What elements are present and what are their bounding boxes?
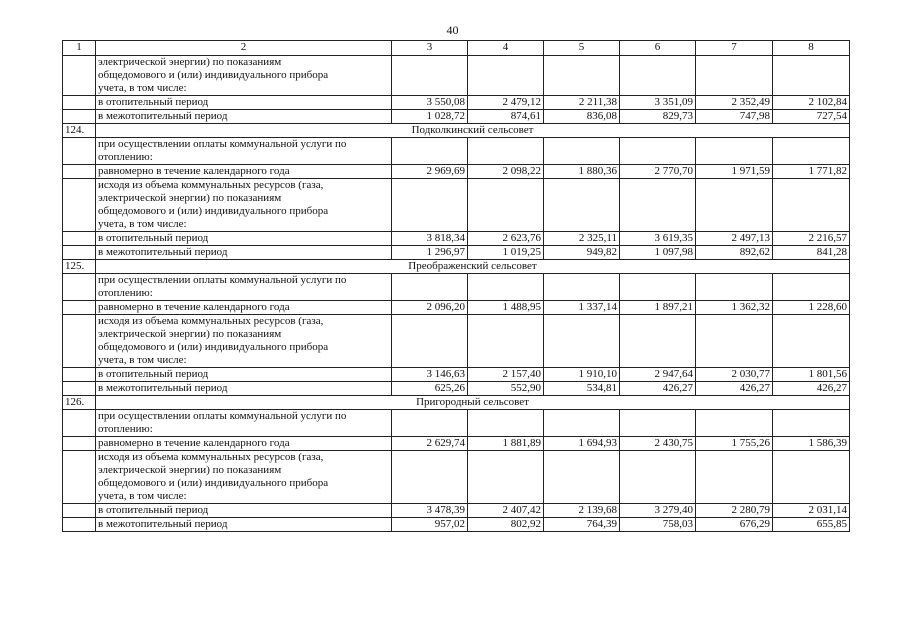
value-cell: 2 157,40 [468,368,544,382]
value-cell-empty [620,315,696,368]
description-cell [96,56,392,96]
header-cell-3: 3 [392,41,468,56]
value-cell: 829,73 [620,110,696,124]
value-cell: 426,27 [773,382,850,396]
value-cell: 1 694,93 [544,437,620,451]
value-cell-empty [620,138,696,165]
value-cell: 2 623,76 [468,232,544,246]
header-cell-6: 6 [620,41,696,56]
index-cell [63,274,96,301]
row-label: равномерно в течение календарного года [96,437,392,451]
value-cell: 2 969,69 [392,165,468,179]
value-cell: 1 097,98 [620,246,696,260]
description-cell [96,410,392,437]
value-cell-empty [773,56,850,96]
description-row [63,56,850,96]
header-cell-7: 7 [696,41,773,56]
value-cell: 552,90 [468,382,544,396]
value-cell: 3 818,34 [392,232,468,246]
value-cell: 1 019,25 [468,246,544,260]
value-cell: 841,28 [773,246,850,260]
value-cell-empty [392,179,468,232]
row-label: в отопительный период [96,232,392,246]
value-cell-empty [544,315,620,368]
section-index: 124. [63,124,96,138]
data-row [63,165,850,179]
data-row [63,437,850,451]
value-cell-empty [620,179,696,232]
data-row [63,96,850,110]
description-row [63,179,850,232]
value-cell: 949,82 [544,246,620,260]
value-cell-empty [696,410,773,437]
section-title: Пригородный сельсовет [96,396,850,410]
value-cell-empty [544,274,620,301]
value-cell: 727,54 [773,110,850,124]
value-cell: 2 352,49 [696,96,773,110]
value-cell: 1 362,32 [696,301,773,315]
description-cell [96,451,392,504]
header-cell-1: 1 [63,41,96,56]
value-cell-empty [544,138,620,165]
value-cell-empty [544,179,620,232]
description-line: общедомового и (или) индивидуального прибора [98,341,329,353]
data-row [63,110,850,124]
value-cell: 1 771,82 [773,165,850,179]
value-cell-empty [696,315,773,368]
description-line: отоплению: [98,423,153,435]
data-row [63,504,850,518]
description-line: учета, в том числе: [98,490,187,502]
value-cell: 625,26 [392,382,468,396]
description-line: исходя из объема коммунальных ресурсов (газа, [98,315,324,327]
description-row [63,274,850,301]
value-cell: 2 096,20 [392,301,468,315]
page-number: 40 [446,23,459,37]
index-cell [63,451,96,504]
value-cell: 2 098,22 [468,165,544,179]
value-cell: 655,85 [773,518,850,532]
value-cell-empty [392,138,468,165]
value-cell: 1 801,56 [773,368,850,382]
row-label: в межотопительный период [96,246,392,260]
section-row [63,260,850,274]
value-cell: 892,62 [696,246,773,260]
index-cell [63,96,96,110]
value-cell-empty [392,315,468,368]
value-cell: 2 325,11 [544,232,620,246]
value-cell-empty [696,138,773,165]
table-body [63,56,850,532]
section-row [63,396,850,410]
description-line: учета, в том числе: [98,82,187,94]
data-row [63,368,850,382]
value-cell: 1 228,60 [773,301,850,315]
value-cell-empty [468,56,544,96]
value-cell: 2 497,13 [696,232,773,246]
value-cell: 1 880,36 [544,165,620,179]
value-cell-empty [773,274,850,301]
description-line: учета, в том числе: [98,218,187,230]
value-cell-empty [696,274,773,301]
index-cell [63,301,96,315]
value-cell: 2 947,64 [620,368,696,382]
row-label: в межотопительный период [96,382,392,396]
value-cell: 426,27 [696,382,773,396]
value-cell: 2 430,75 [620,437,696,451]
data-row [63,232,850,246]
value-cell-empty [773,451,850,504]
value-cell: 874,61 [468,110,544,124]
value-cell-empty [468,410,544,437]
description-line: учета, в том числе: [98,354,187,366]
value-cell-empty [544,56,620,96]
value-cell: 836,08 [544,110,620,124]
value-cell: 1 971,59 [696,165,773,179]
value-cell: 676,29 [696,518,773,532]
value-cell-empty [773,179,850,232]
value-cell: 2 479,12 [468,96,544,110]
description-line: исходя из объема коммунальных ресурсов (газа, [98,451,324,463]
description-row [63,138,850,165]
value-cell-empty [620,410,696,437]
data-row [63,382,850,396]
description-line: исходя из объема коммунальных ресурсов (газа, [98,179,324,191]
value-cell: 2 211,38 [544,96,620,110]
value-cell-empty [696,56,773,96]
description-line: отоплению: [98,287,153,299]
value-cell: 1 586,39 [773,437,850,451]
value-cell-empty [620,56,696,96]
value-cell: 2 407,42 [468,504,544,518]
index-cell [63,246,96,260]
value-cell: 758,03 [620,518,696,532]
row-label: в межотопительный период [96,518,392,532]
description-line: общедомового и (или) индивидуального прибора [98,477,329,489]
section-index: 126. [63,396,96,410]
value-cell-empty [468,315,544,368]
description-cell [96,138,392,165]
index-cell [63,138,96,165]
value-cell-empty [544,410,620,437]
value-cell: 3 550,08 [392,96,468,110]
index-cell [63,232,96,246]
value-cell: 2 280,79 [696,504,773,518]
section-index: 125. [63,260,96,274]
value-cell-empty [620,451,696,504]
value-cell: 2 139,68 [544,504,620,518]
value-cell: 2 102,84 [773,96,850,110]
description-row [63,315,850,368]
value-cell-empty [468,451,544,504]
row-label: в межотопительный период [96,110,392,124]
description-line: электрической энергии) по показаниям [98,56,282,68]
value-cell-empty [696,451,773,504]
index-cell [63,518,96,532]
index-cell [63,110,96,124]
index-cell [63,368,96,382]
data-row [63,301,850,315]
value-cell: 1 897,21 [620,301,696,315]
index-cell [63,382,96,396]
description-line: при осуществлении оплаты коммунальной услуги по [98,410,347,422]
value-cell: 1 296,97 [392,246,468,260]
description-line: при осуществлении оплаты коммунальной услуги по [98,274,347,286]
value-cell: 1 337,14 [544,301,620,315]
header-row [63,41,850,56]
description-row [63,410,850,437]
value-cell: 2 031,14 [773,504,850,518]
index-cell [63,165,96,179]
value-cell-empty [468,179,544,232]
value-cell: 1 755,26 [696,437,773,451]
value-cell: 3 279,40 [620,504,696,518]
header-cell-5: 5 [544,41,620,56]
value-cell-empty [468,274,544,301]
value-cell: 1 488,95 [468,301,544,315]
value-cell-empty [620,274,696,301]
index-cell [63,437,96,451]
value-cell: 3 619,35 [620,232,696,246]
header-cell-2: 2 [96,41,392,56]
value-cell: 2 629,74 [392,437,468,451]
description-line: общедомового и (или) индивидуального прибора [98,205,329,217]
description-line: общедомового и (или) индивидуального прибора [98,69,329,81]
value-cell: 1 910,10 [544,368,620,382]
description-cell [96,179,392,232]
row-label: равномерно в течение календарного года [96,301,392,315]
section-title: Подколкинский сельсовет [96,124,850,138]
value-cell: 3 351,09 [620,96,696,110]
value-cell-empty [544,451,620,504]
value-cell: 1 028,72 [392,110,468,124]
value-cell-empty [773,315,850,368]
value-cell-empty [392,56,468,96]
value-cell: 1 881,89 [468,437,544,451]
row-label: в отопительный период [96,504,392,518]
header-cell-8: 8 [773,41,850,56]
index-cell [63,315,96,368]
description-line: при осуществлении оплаты коммунальной услуги по [98,138,347,150]
value-cell: 802,92 [468,518,544,532]
value-cell: 2 770,70 [620,165,696,179]
section-row [63,124,850,138]
tariff-table [62,40,850,532]
value-cell-empty [773,138,850,165]
description-line: электрической энергии) по показаниям [98,328,282,340]
value-cell: 957,02 [392,518,468,532]
row-label: в отопительный период [96,368,392,382]
section-title: Преображенский сельсовет [96,260,850,274]
index-cell [63,410,96,437]
value-cell-empty [696,179,773,232]
value-cell-empty [773,410,850,437]
description-line: электрической энергии) по показаниям [98,464,282,476]
value-cell: 3 146,63 [392,368,468,382]
description-cell [96,274,392,301]
value-cell-empty [468,138,544,165]
value-cell: 764,39 [544,518,620,532]
index-cell [63,56,96,96]
value-cell-empty [392,451,468,504]
value-cell: 3 478,39 [392,504,468,518]
header-cell-4: 4 [468,41,544,56]
value-cell: 2 216,57 [773,232,850,246]
row-label: равномерно в течение календарного года [96,165,392,179]
index-cell [63,179,96,232]
data-row [63,246,850,260]
value-cell: 747,98 [696,110,773,124]
row-label: в отопительный период [96,96,392,110]
value-cell: 426,27 [620,382,696,396]
description-line: отоплению: [98,151,153,163]
description-row [63,451,850,504]
value-cell-empty [392,410,468,437]
index-cell [63,504,96,518]
value-cell-empty [392,274,468,301]
description-cell [96,315,392,368]
description-line: электрической энергии) по показаниям [98,192,282,204]
data-row [63,518,850,532]
value-cell: 534,81 [544,382,620,396]
value-cell: 2 030,77 [696,368,773,382]
